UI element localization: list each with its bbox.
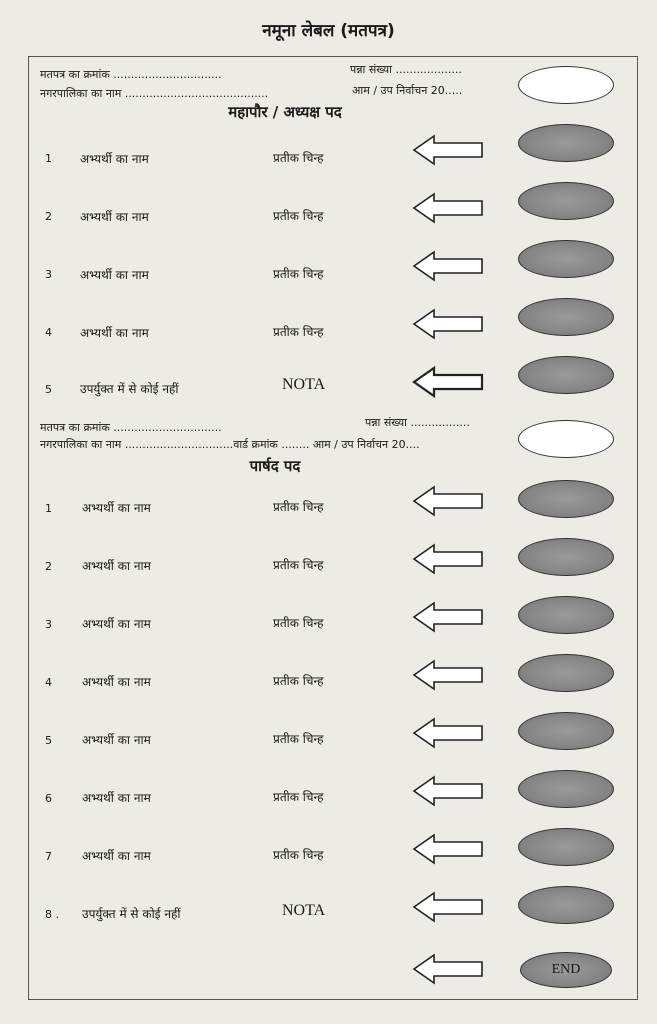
- vote-button-oval[interactable]: [518, 480, 614, 518]
- blank-ballot-oval: [518, 420, 614, 458]
- candidate-symbol: प्रतीक चिन्ह: [273, 790, 324, 804]
- end-label: END: [551, 962, 581, 977]
- candidate-number: 8 .: [45, 908, 59, 921]
- candidate-number: 1: [45, 502, 52, 515]
- candidate-number: 5: [45, 734, 52, 747]
- candidate-name: अभ्यर्थी का नाम: [80, 152, 149, 166]
- nota-option-label: उपर्युक्त में से कोई नहीं: [82, 907, 181, 921]
- vote-button-oval[interactable]: [518, 182, 614, 220]
- vote-button-oval[interactable]: [518, 596, 614, 634]
- ballot-serial-field: मतपत्र का क्रमांक ...............................: [40, 421, 222, 434]
- arrow-left-icon: [412, 133, 484, 167]
- candidate-symbol: प्रतीक चिन्ह: [273, 500, 324, 514]
- arrow-left-icon: [412, 484, 484, 518]
- vote-button-oval[interactable]: [518, 654, 614, 692]
- candidate-symbol: प्रतीक चिन्ह: [273, 674, 324, 688]
- candidate-symbol: प्रतीक चिन्ह: [273, 848, 324, 862]
- candidate-name: अभ्यर्थी का नाम: [80, 210, 149, 224]
- ballot-serial-field: मतपत्र का क्रमांक ...............................: [40, 68, 222, 81]
- candidate-number: 1: [45, 152, 52, 165]
- candidate-number: 7: [45, 850, 52, 863]
- arrow-left-icon: [412, 365, 484, 399]
- candidate-symbol: प्रतीक चिन्ह: [273, 732, 324, 746]
- vote-button-oval[interactable]: [518, 298, 614, 336]
- vote-button-oval[interactable]: [518, 828, 614, 866]
- candidate-symbol: प्रतीक चिन्ह: [273, 267, 324, 281]
- candidate-number: 3: [45, 618, 52, 631]
- arrow-left-icon: [412, 249, 484, 283]
- candidate-name: अभ्यर्थी का नाम: [80, 326, 149, 340]
- candidate-number: 2: [45, 210, 52, 223]
- arrow-left-icon: [412, 307, 484, 341]
- municipality-name-field: नगरपालिका का नाम .........................................: [40, 87, 269, 100]
- end-button[interactable]: [520, 952, 612, 988]
- blank-ballot-oval: [518, 66, 614, 104]
- arrow-left-icon: [412, 716, 484, 750]
- candidate-symbol: प्रतीक चिन्ह: [273, 325, 324, 339]
- nota-symbol: NOTA: [282, 902, 326, 919]
- candidate-number: 3: [45, 268, 52, 281]
- candidate-number: 2: [45, 560, 52, 573]
- arrow-left-icon: [412, 832, 484, 866]
- candidate-name: अभ्यर्थी का नाम: [82, 733, 151, 747]
- candidate-symbol: प्रतीक चिन्ह: [273, 616, 324, 630]
- nota-symbol: NOTA: [282, 376, 326, 393]
- candidate-symbol: प्रतीक चिन्ह: [273, 151, 324, 165]
- candidate-name: अभ्यर्थी का नाम: [82, 501, 151, 515]
- vote-button-oval[interactable]: [518, 124, 614, 162]
- candidate-name: अभ्यर्थी का नाम: [82, 791, 151, 805]
- arrow-left-icon: [412, 191, 484, 225]
- arrow-left-icon: [412, 600, 484, 634]
- vote-button-oval[interactable]: [518, 712, 614, 750]
- section-heading-mayor: महापौर / अध्यक्ष पद: [228, 103, 342, 121]
- section-heading-councillor: पार्षद पद: [249, 457, 301, 475]
- election-year-field: आम / उप निर्वाचन 20.....: [352, 84, 463, 97]
- candidate-number: 5: [45, 383, 52, 396]
- vote-button-oval[interactable]: [518, 538, 614, 576]
- candidate-name: अभ्यर्थी का नाम: [82, 617, 151, 631]
- candidate-name: अभ्यर्थी का नाम: [80, 268, 149, 282]
- arrow-left-icon: [412, 774, 484, 808]
- candidate-symbol: प्रतीक चिन्ह: [273, 558, 324, 572]
- candidate-number: 6: [45, 792, 52, 805]
- page-number-field: पन्ना संख्या ...................: [350, 63, 462, 76]
- vote-button-oval[interactable]: [518, 770, 614, 808]
- vote-button-oval[interactable]: [518, 886, 614, 924]
- municipality-ward-field: नगरपालिका का नाम ...............................वार्ड क्रमांक ........ आम / उप निर्वाचन 20....: [40, 438, 420, 451]
- vote-button-oval[interactable]: [518, 356, 614, 394]
- candidate-name: अभ्यर्थी का नाम: [82, 849, 151, 863]
- arrow-left-icon: [412, 952, 484, 986]
- page-title: नमूना लेबल (मतपत्र): [262, 21, 395, 41]
- arrow-left-icon: [412, 658, 484, 692]
- candidate-name: अभ्यर्थी का नाम: [82, 675, 151, 689]
- candidate-number: 4: [45, 676, 52, 689]
- candidate-symbol: प्रतीक चिन्ह: [273, 209, 324, 223]
- nota-option-label: उपर्युक्त में से कोई नहीं: [80, 382, 179, 396]
- arrow-left-icon: [412, 542, 484, 576]
- candidate-name: अभ्यर्थी का नाम: [82, 559, 151, 573]
- arrow-left-icon: [412, 890, 484, 924]
- page-number-field: पन्ना संख्या .................: [365, 416, 470, 429]
- vote-button-oval[interactable]: [518, 240, 614, 278]
- candidate-number: 4: [45, 326, 52, 339]
